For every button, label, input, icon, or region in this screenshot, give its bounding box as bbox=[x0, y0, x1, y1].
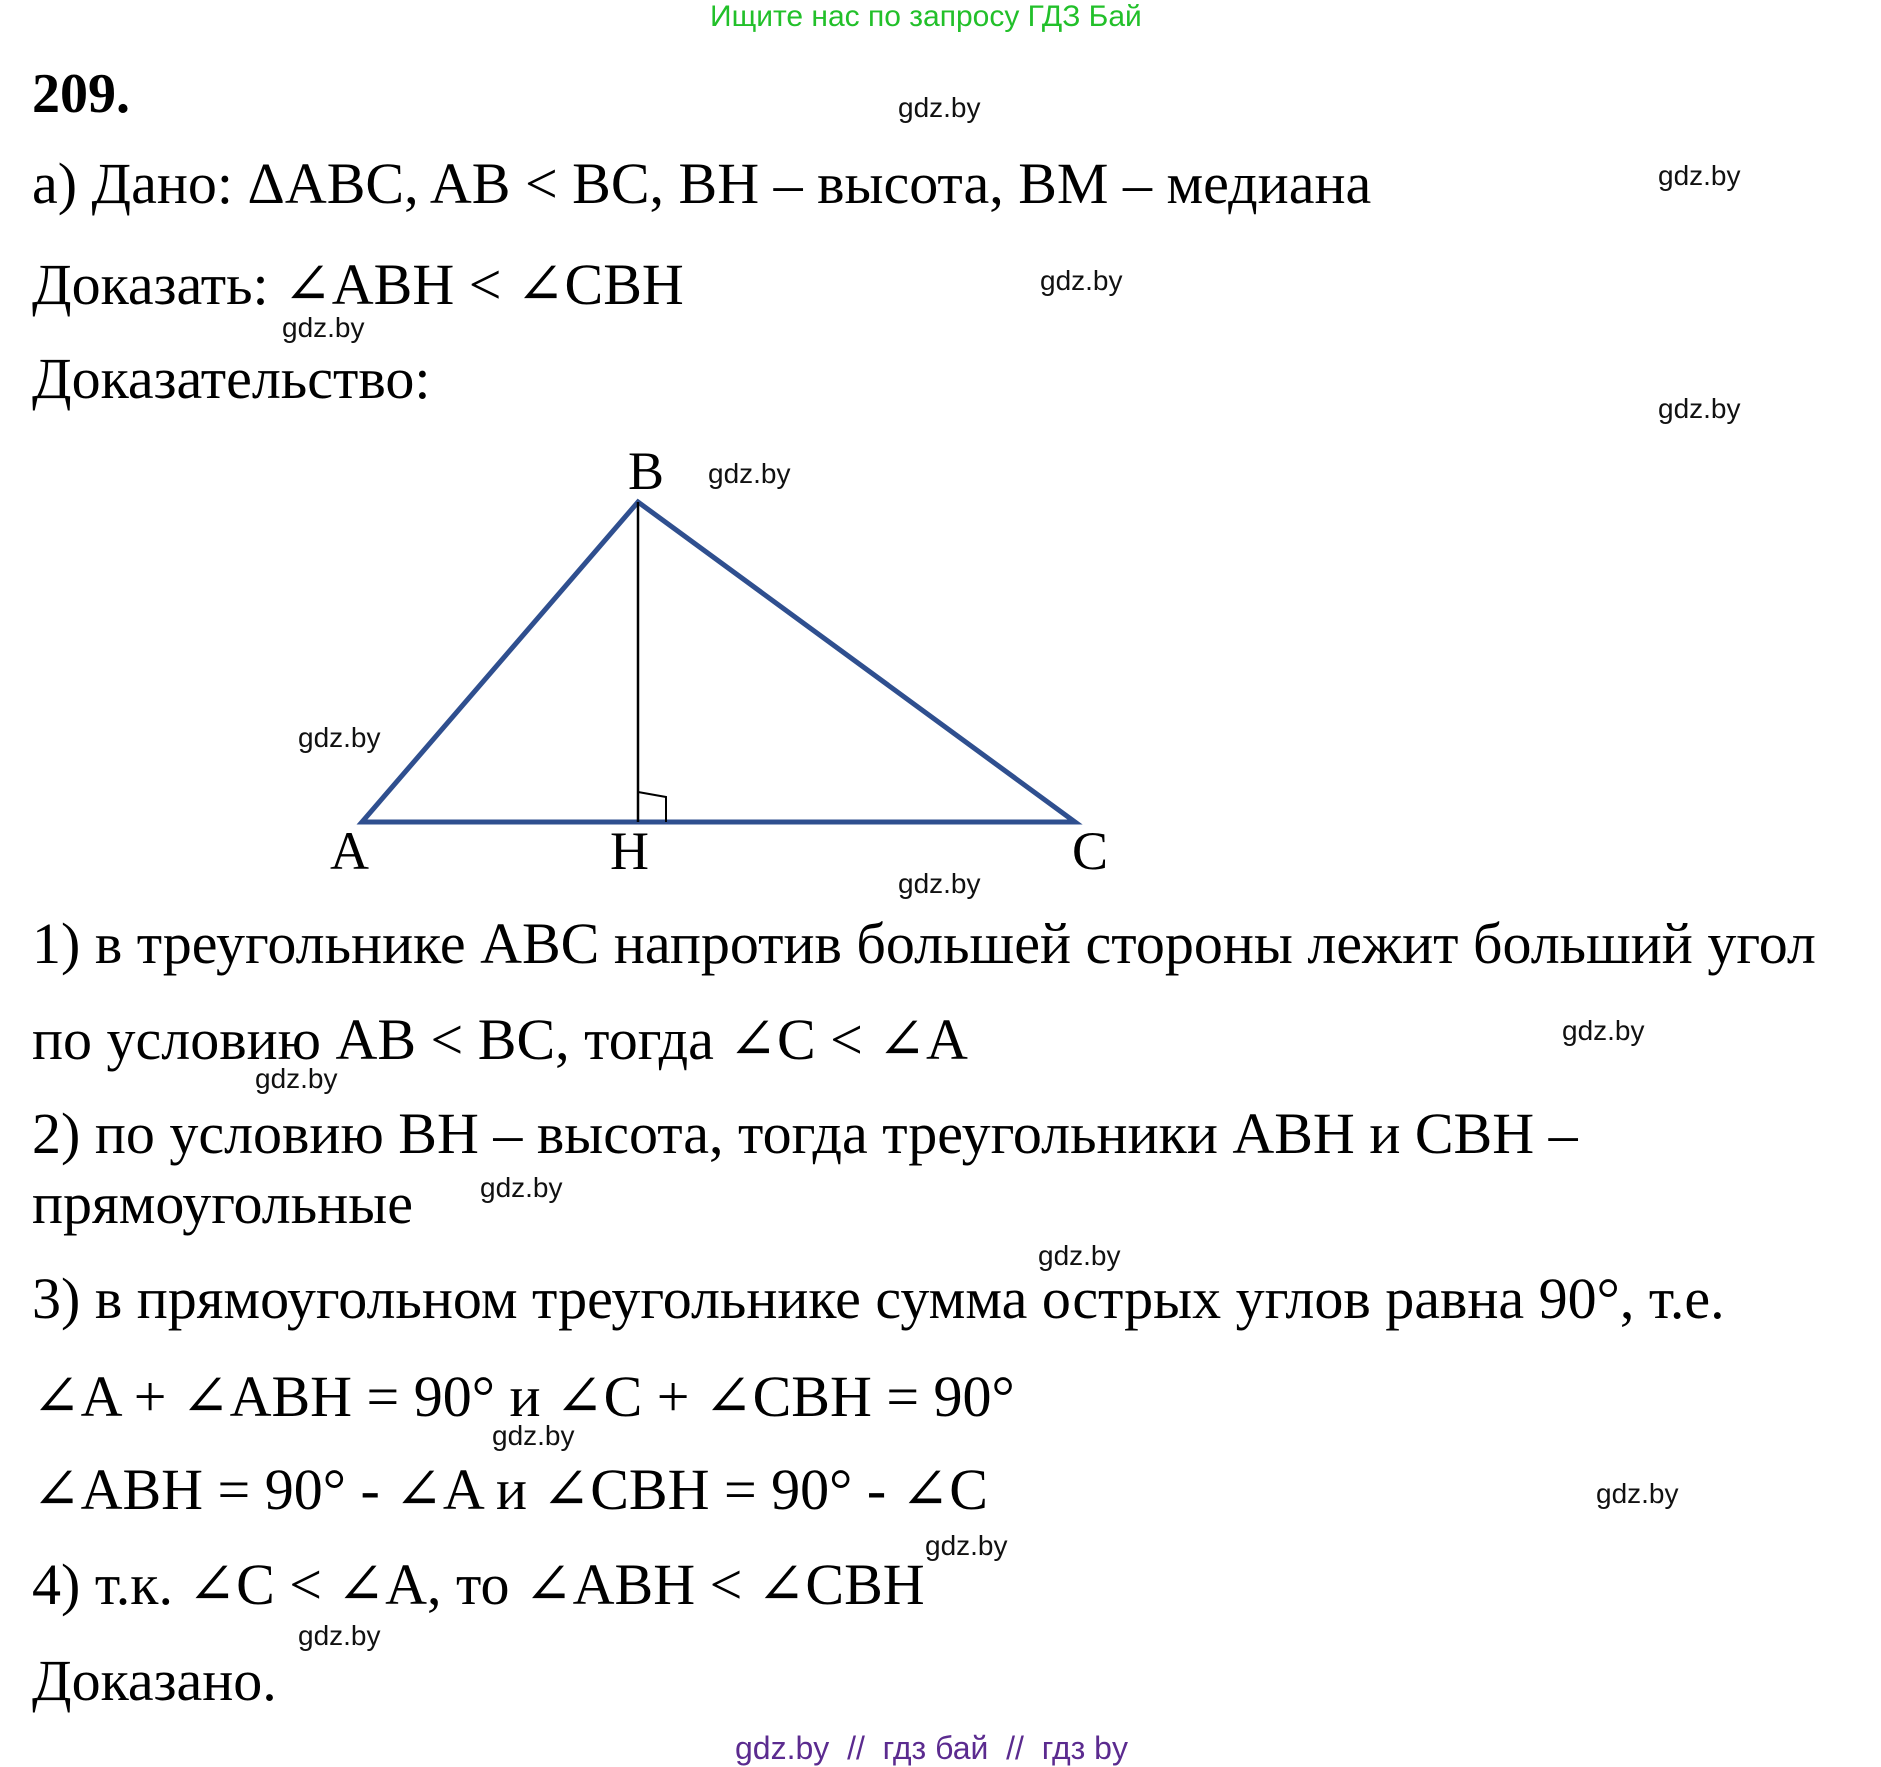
watermark: gdz.by bbox=[298, 1620, 381, 1651]
watermark: gdz.by bbox=[282, 312, 365, 343]
step-2-line-2: прямоугольные bbox=[32, 1171, 413, 1236]
watermark: gdz.by bbox=[1658, 160, 1741, 191]
step-2-line-1: 2) по условию BH – высота, тогда треугольники ABH и CBH – bbox=[32, 1101, 1578, 1166]
step-1-line-2: по условию AB < BC, тогда ∠C < ∠A bbox=[32, 1007, 968, 1072]
watermark: gdz.by bbox=[480, 1172, 563, 1203]
watermark: gdz.by bbox=[1596, 1478, 1679, 1509]
given-line: а) Дано: ΔABC, AB < BC, BH – высота, BM – медиана bbox=[32, 151, 1372, 216]
footer-links: gdz.by // гдз бай // гдз by bbox=[735, 1730, 1128, 1766]
step-3-line-1: 3) в прямоугольном треугольнике сумма острых углов равна 90°, т.е. bbox=[32, 1266, 1725, 1331]
conclusion-line: Доказано. bbox=[32, 1648, 277, 1713]
vertex-label-a: A bbox=[330, 821, 369, 881]
watermark: gdz.by bbox=[1038, 1240, 1121, 1271]
watermark: gdz.by bbox=[708, 458, 791, 489]
step-3-line-2: ∠A + ∠ABH = 90° и ∠C + ∠CBH = 90° bbox=[32, 1364, 1015, 1429]
right-angle-mark bbox=[638, 792, 666, 822]
watermark: gdz.by bbox=[298, 722, 381, 753]
watermark: gdz.by bbox=[492, 1420, 575, 1451]
vertex-label-b: B bbox=[628, 441, 665, 501]
step-4-line: 4) т.к. ∠C < ∠A, то ∠ABH < ∠CBH bbox=[32, 1552, 925, 1617]
watermark: gdz.by bbox=[255, 1063, 338, 1094]
problem-number: 209. bbox=[32, 63, 130, 125]
proof-heading: Доказательство: bbox=[32, 346, 431, 411]
top-banner: Ищите нас по запросу ГДЗ Бай bbox=[710, 0, 1142, 33]
vertex-label-c: C bbox=[1072, 821, 1109, 881]
step-1-line-1: 1) в треугольнике ABC напротив большей стороны лежит больший угол bbox=[32, 911, 1816, 976]
step-3-line-3: ∠ABH = 90° - ∠A и ∠CBH = 90° - ∠C bbox=[32, 1457, 988, 1522]
watermark: gdz.by bbox=[1562, 1015, 1645, 1046]
watermark: gdz.by bbox=[1040, 265, 1123, 296]
watermark: gdz.by bbox=[898, 92, 981, 123]
watermark: gdz.by bbox=[898, 868, 981, 899]
watermark: gdz.by bbox=[1658, 393, 1741, 424]
vertex-label-h: H bbox=[610, 821, 649, 881]
triangle-abc bbox=[362, 502, 1075, 822]
prove-line: Доказать: ∠ABH < ∠CBH bbox=[32, 252, 684, 317]
watermark: gdz.by bbox=[925, 1530, 1008, 1561]
